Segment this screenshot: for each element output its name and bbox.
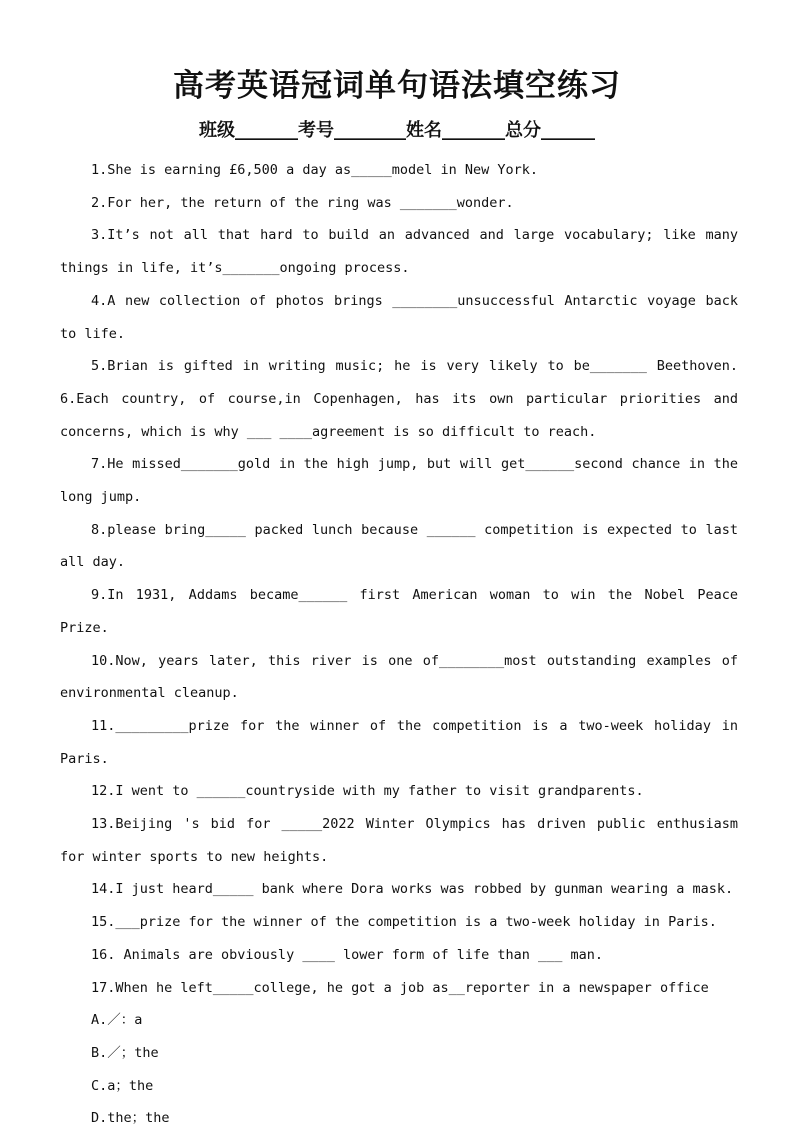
option-b: B.／；the xyxy=(91,1044,159,1061)
class-label: 班级 xyxy=(199,120,235,141)
question-4: 4.A new collection of photos brings ________unsuccessful Antarctic voyage back to life. xyxy=(60,292,738,342)
option-a: A.／：a xyxy=(91,1012,143,1029)
option-c: C.a；the xyxy=(91,1077,154,1094)
class-blank: _______ xyxy=(235,120,298,141)
question-12: 12.I went to ______countryside with my father to visit grandparents. xyxy=(91,783,644,800)
question-list xyxy=(60,154,738,1135)
exam-no-label: 考号 xyxy=(298,120,334,141)
question-10: 10.Now, years later, this river is one of________most outstanding examples of environmental cleanup. xyxy=(60,652,738,702)
question-14: 14.I just heard_____ bank where Dora works was robbed by gunman wearing a mask. xyxy=(91,881,734,898)
score-blank: ______ xyxy=(541,120,595,141)
page-title: 高考英语冠词单句语法填空练习 xyxy=(173,68,621,104)
question-2: 2.For her, the return of the ring was _______wonder. xyxy=(91,194,514,211)
student-info-line xyxy=(0,116,794,142)
option-d: D.the；the xyxy=(91,1110,170,1127)
question-1: 1.She is earning £6,500 a day as_____model in New York. xyxy=(91,162,539,178)
question-15: 15.___prize for the winner of the competition is a two-week holiday in Paris. xyxy=(91,914,717,931)
question-13: 13.Beijing 's bid for _____2022 Winter Olympics has driven public enthusiasm for winter sports to new heights. xyxy=(60,816,738,865)
question-5-6: 5.Brian is gifted in writing music; he is very likely to be_______ Beethoven. 6.Each country, of course,in Copenhagen, has its own particular priorities and concerns, which is why ___ ____agreement is so difficult to reach. xyxy=(60,358,738,440)
score-label: 总分 xyxy=(505,120,541,141)
question-16: 16. Animals are obviously ____ lower form of life than ___ man. xyxy=(91,946,604,963)
name-blank: _______ xyxy=(442,120,505,141)
question-7: 7.He missed_______gold in the high jump, but will get______second chance in the long jump. xyxy=(60,456,738,506)
name-label: 姓名 xyxy=(406,120,442,141)
question-3: 3.It’s not all that hard to build an advanced and large vocabulary; like many things in life, it’s_______ongoing process. xyxy=(60,227,738,277)
question-11: 11._________prize for the winner of the competition is a two-week holiday in Paris. xyxy=(60,717,738,767)
question-9: 9.In 1931, Addams became______ first American woman to win the Nobel Peace Prize. xyxy=(60,587,738,636)
exam-no-blank: ________ xyxy=(334,120,406,141)
question-17: 17.When he left_____college, he got a job as__reporter in a newspaper office xyxy=(91,979,709,996)
question-8: 8.please bring_____ packed lunch because ______ competition is expected to last all day. xyxy=(60,521,738,571)
